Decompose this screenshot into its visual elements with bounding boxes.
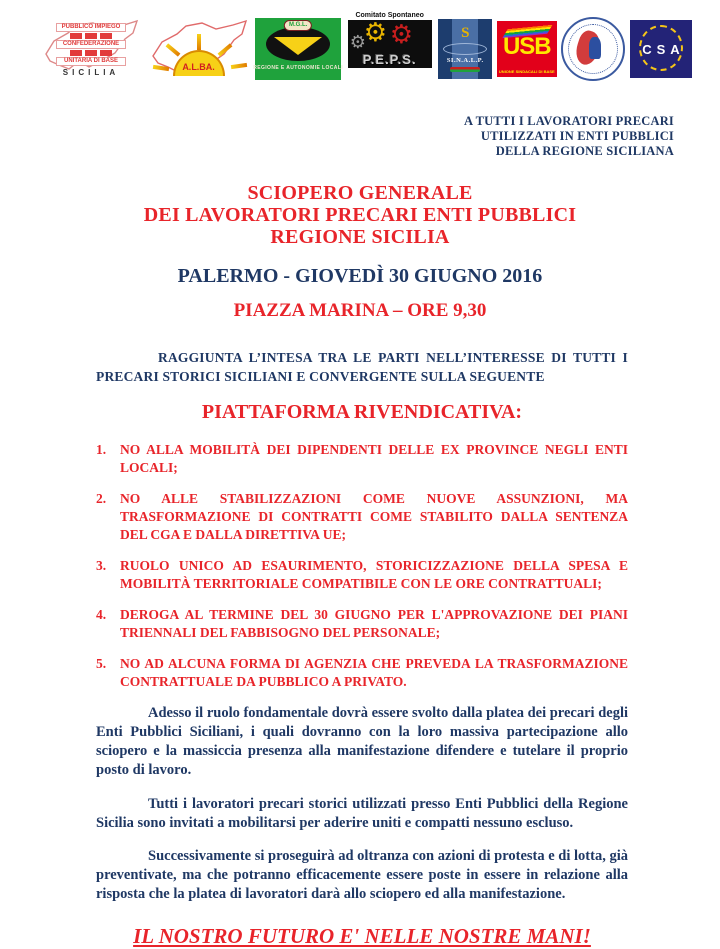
cub-blocks-row xyxy=(56,33,126,39)
demand-item xyxy=(96,441,628,477)
logo-row xyxy=(0,8,720,88)
peps-emblem xyxy=(348,20,432,68)
cub-caption: SICILIA xyxy=(62,68,120,77)
recipient-line-3: DELLA REGIONE SICILIANA xyxy=(495,144,674,158)
cub-line-1: PUBBLICO IMPIEGO xyxy=(56,23,126,32)
event-place: PIAZZA MARINA – ORE 9,30 xyxy=(233,300,487,321)
document-body xyxy=(0,348,720,949)
sinalp-logo xyxy=(438,19,492,79)
demand-item xyxy=(96,490,628,544)
demands-list xyxy=(96,441,628,691)
demand-item xyxy=(96,655,628,691)
intro-paragraph: RAGGIUNTA L’INTESA TRA LE PARTI NELL’INTERESSE DI TUTTI I PRECARI STORICI SICILIANI E CONVERGENTE SULLA SEGUENTE xyxy=(96,350,628,384)
demand-item xyxy=(96,606,628,642)
csa-label: CSA xyxy=(642,41,685,57)
sinalp-flag-stripe xyxy=(450,67,480,72)
title-line-1: SCIOPERO GENERALE xyxy=(247,182,473,204)
gear-icon: ⚙ xyxy=(389,20,413,50)
gear-icon: ⚙ xyxy=(363,20,387,48)
body-paragraph-1: Adesso il ruolo fondamentale dovrà essere svolto dalla platea dei precari degli Enti Pubblici Siciliani, i quali dovranno con la loro massiva partecipazione allo sciopero e la massiccia presenza alla manifestazione difendere e tutelare il proprio posto di lavoro. xyxy=(96,705,628,778)
title-line-2: DEI LAVORATORI PRECARI ENTI PUBBLICI xyxy=(143,204,577,226)
peps-top-label: Comitato Spontaneo xyxy=(355,12,424,19)
body-paragraph-2: Tutti i lavoratori precari storici utilizzati presso Enti Pubblici della Regione Sicilia sono invitati a mobilitarsi per aderire uniti e compatti nessuno escluso. xyxy=(96,795,628,831)
recipient-block xyxy=(0,114,674,159)
demand-item xyxy=(96,557,628,593)
demand-number: 2. xyxy=(96,491,107,506)
gear-icon: ⚙ xyxy=(349,32,366,53)
sinalp-initial: S xyxy=(461,25,470,41)
mgl-triangle-icon xyxy=(274,37,322,55)
cub-line-2: CONFEDERAZIONE xyxy=(56,40,126,49)
title-line-3: REGIONE SICILIA xyxy=(270,226,450,248)
demand-number: 1. xyxy=(96,442,107,457)
demand-text: NO ALLA MOBILITÀ DEI DIPENDENTI DELLE EX PROVINCE NEGLI ENTI LOCALI; xyxy=(120,442,628,475)
figure-icon xyxy=(589,37,601,59)
mgl-logo xyxy=(253,18,344,80)
event-date: PALERMO - GIOVEDÌ 30 GIUGNO 2016 xyxy=(177,265,543,287)
peps-label: P.E.P.S. xyxy=(362,52,417,67)
alba-logo xyxy=(147,14,251,84)
cub-sicilia-logo xyxy=(40,14,142,84)
usb-caption: UNIONE SINDACALI DI BASE xyxy=(498,69,555,74)
closing-slogan: IL NOSTRO FUTURO E' NELLE NOSTRE MANI! xyxy=(133,924,591,948)
union-round-badge xyxy=(561,17,625,81)
peps-logo xyxy=(346,12,434,86)
demand-number: 3. xyxy=(96,558,107,573)
demand-number: 4. xyxy=(96,607,107,622)
cub-line-3: UNITARIA DI BASE xyxy=(56,57,126,66)
sinalp-swoosh-icon xyxy=(443,43,487,55)
sinalp-label: SI.N.A.L.P. xyxy=(446,57,484,64)
recipient-line-1: A TUTTI I LAVORATORI PRECARI xyxy=(463,114,674,128)
main-title xyxy=(0,182,720,248)
demand-text: NO ALLE STABILIZZAZIONI COME NUOVE ASSUNZIONI, MA TRASFORMAZIONE DI CONTRATTI COME STABILITO DALLA SENTENZA DEL CGA E DALLA DIRETTIVA UE; xyxy=(120,491,628,542)
alba-label: A.L.BA. xyxy=(182,62,215,72)
mgl-emblem xyxy=(266,22,330,61)
cub-blocks-row xyxy=(56,50,126,56)
body-paragraph-3: Successivamente si proseguirà ad oltranza con azioni di protesta e di lotta, già preventivate, ma che potranno efficacemente essere poste in essere in relazione alla risposta che la platea di lavoratori darà allo sciopero ed alla manifestazione. xyxy=(96,848,628,902)
demand-number: 5. xyxy=(96,656,107,671)
mgl-label: M.G.L. xyxy=(284,20,312,31)
platform-heading: PIATTAFORMA RIVENDICATIVA: xyxy=(201,401,523,423)
demand-text: RUOLO UNICO AD ESAURIMENTO, STORICIZZAZIONE DELLA SPESA E MOBILITÀ TERRITORIALE COMPATIBILE CON LE ORE CONTRATTUALI; xyxy=(120,558,628,591)
demand-text: DEROGA AL TERMINE DEL 30 GIUGNO PER L'APPROVAZIONE DEI PIANI TRIENNALI DEL FABBISOGNO DEL PERSONALE; xyxy=(120,607,628,640)
demand-text: NO AD ALCUNA FORMA DI AGENZIA CHE PREVEDA LA TRASFORMAZIONE CONTRATTUALE DA PUBBLICO A PRIVATO. xyxy=(120,656,628,689)
usb-label: USB xyxy=(502,33,551,60)
sun-ray-icon xyxy=(197,34,201,50)
cub-logo-text xyxy=(56,23,126,77)
mgl-caption: REGIONE E AUTONOMIE LOCALI xyxy=(253,65,344,71)
csa-logo xyxy=(630,20,692,78)
usb-logo xyxy=(497,21,557,77)
recipient-line-2: UTILIZZATI IN ENTI PUBBLICI xyxy=(480,129,674,143)
